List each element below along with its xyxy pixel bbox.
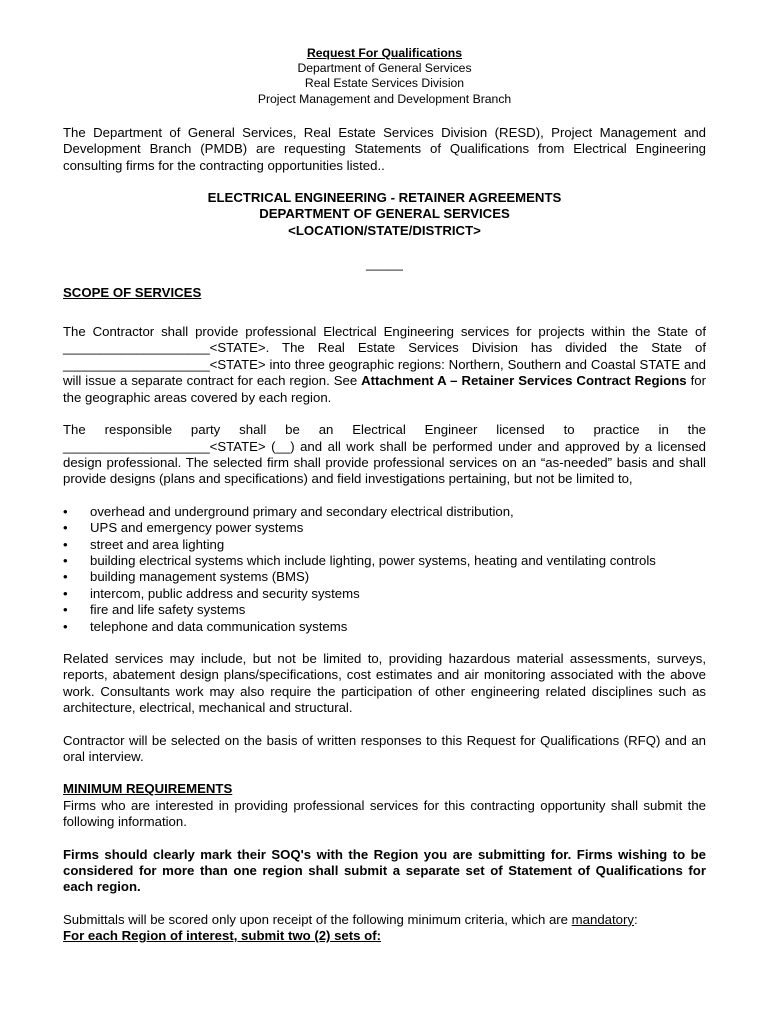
agreement-location: <LOCATION/STATE/DISTRICT> bbox=[288, 222, 481, 238]
list-item bbox=[63, 520, 706, 536]
section-separator: _____ bbox=[366, 256, 403, 272]
related-services-paragraph: Related services may include, but not be limited to, providing hazardous material assessments, surveys, reports, abatement design plans/specifications, cost estimates and air monitoring associated with the above work. Consultants work may also require the participation of other engineering related disciplines such as architecture, electrical, mechanical and structural. bbox=[63, 650, 706, 716]
scope-paragraph-1-text-b: for the geographic areas covered by each region. bbox=[63, 373, 706, 405]
minimum-criteria-text-a: Submittals will be scored only upon receipt of the following minimum criteria, which are bbox=[63, 911, 572, 927]
bullet-icon: • bbox=[63, 585, 68, 601]
bullet-icon: • bbox=[63, 536, 68, 552]
list-item bbox=[63, 586, 706, 602]
minimum-criteria-paragraph bbox=[63, 912, 706, 928]
bullet-icon: • bbox=[63, 569, 68, 585]
document-header bbox=[63, 46, 706, 107]
list-item-text: overhead and underground primary and secondary electrical distribution, bbox=[90, 503, 514, 519]
scope-paragraph-1-text-a: The Contractor shall provide professional Electrical Engineering services for projects within the State of ____________________<STATE>. The Real Estate Services Division has divided the State of ____________________<STATE> into three geographic regions: Northern, Southern and Coastal STATE and will issue a separate contract for each region. See bbox=[63, 324, 706, 389]
services-list bbox=[63, 504, 706, 635]
submission-sets-heading: For each Region of interest, submit two (2) sets of: bbox=[63, 928, 381, 944]
bullet-icon: • bbox=[63, 520, 68, 536]
list-item-text: building management systems (BMS) bbox=[90, 569, 310, 585]
header-division: Real Estate Services Division bbox=[304, 76, 465, 91]
header-branch: Project Management and Development Branch bbox=[257, 91, 512, 106]
attachment-reference: Attachment A – Retainer Services Contract Regions bbox=[361, 373, 687, 389]
document-title: Request For Qualifications bbox=[306, 46, 463, 60]
bullet-icon: • bbox=[63, 618, 68, 634]
mandatory-word: mandatory bbox=[571, 911, 634, 927]
scope-heading: SCOPE OF SERVICES bbox=[63, 284, 202, 300]
bullet-icon: • bbox=[63, 503, 68, 519]
minimum-paragraph-1: Firms who are interested in providing professional services for this contracting opportunity shall submit the following information. bbox=[63, 797, 706, 830]
header-department: Department of General Services bbox=[297, 61, 472, 76]
selection-paragraph: Contractor will be selected on the basis of written responses to this Request for Qualifications (RFQ) and an oral interview. bbox=[63, 732, 706, 764]
list-item-text: intercom, public address and security systems bbox=[90, 585, 360, 601]
list-item bbox=[63, 569, 706, 585]
minimum-criteria-text-b: : bbox=[633, 911, 638, 927]
scope-paragraph-1 bbox=[63, 324, 706, 406]
list-item-text: telephone and data communication systems bbox=[90, 618, 348, 634]
list-item bbox=[63, 553, 706, 569]
list-item bbox=[63, 504, 706, 520]
list-item-text: fire and life safety systems bbox=[90, 602, 246, 618]
agreement-title: ELECTRICAL ENGINEERING - RETAINER AGREEMENTS bbox=[207, 190, 562, 206]
intro-paragraph: The Department of General Services, Real Estate Services Division (RESD), Project Management and Development Branch (PMDB) are requesting Statements of Qualifications from Electrical Engineering consulting firms for the contracting opportunities listed.. bbox=[63, 124, 706, 173]
agreement-department: DEPARTMENT OF GENERAL SERVICES bbox=[259, 206, 510, 222]
list-item bbox=[63, 602, 706, 618]
list-item-text: street and area lighting bbox=[90, 536, 225, 552]
region-marking-notice: Firms should clearly mark their SOQ's with the Region you are submitting for. Firms wishing to be considered for more than one region shall submit a separate set of Statement of Qualifications for each region. bbox=[63, 846, 706, 895]
list-item bbox=[63, 619, 706, 635]
minimum-requirements-heading: MINIMUM REQUIREMENTS bbox=[63, 781, 233, 797]
bullet-icon: • bbox=[63, 552, 68, 568]
list-item-text: building electrical systems which include lighting, power systems, heating and ventilating controls bbox=[90, 552, 656, 568]
list-item-text: UPS and emergency power systems bbox=[90, 520, 304, 536]
agreement-heading bbox=[63, 190, 706, 239]
scope-paragraph-2: The responsible party shall be an Electrical Engineer licensed to practice in the ____________________<STATE> (__) and all work shall be performed under and approved by a licensed design professional. The selected firm shall provide professional services on an “as-needed” basis and shall provide designs (plans and specifications) and field investigations pertaining, but not be limited to, bbox=[63, 422, 706, 487]
list-item bbox=[63, 537, 706, 553]
bullet-icon: • bbox=[63, 602, 68, 618]
